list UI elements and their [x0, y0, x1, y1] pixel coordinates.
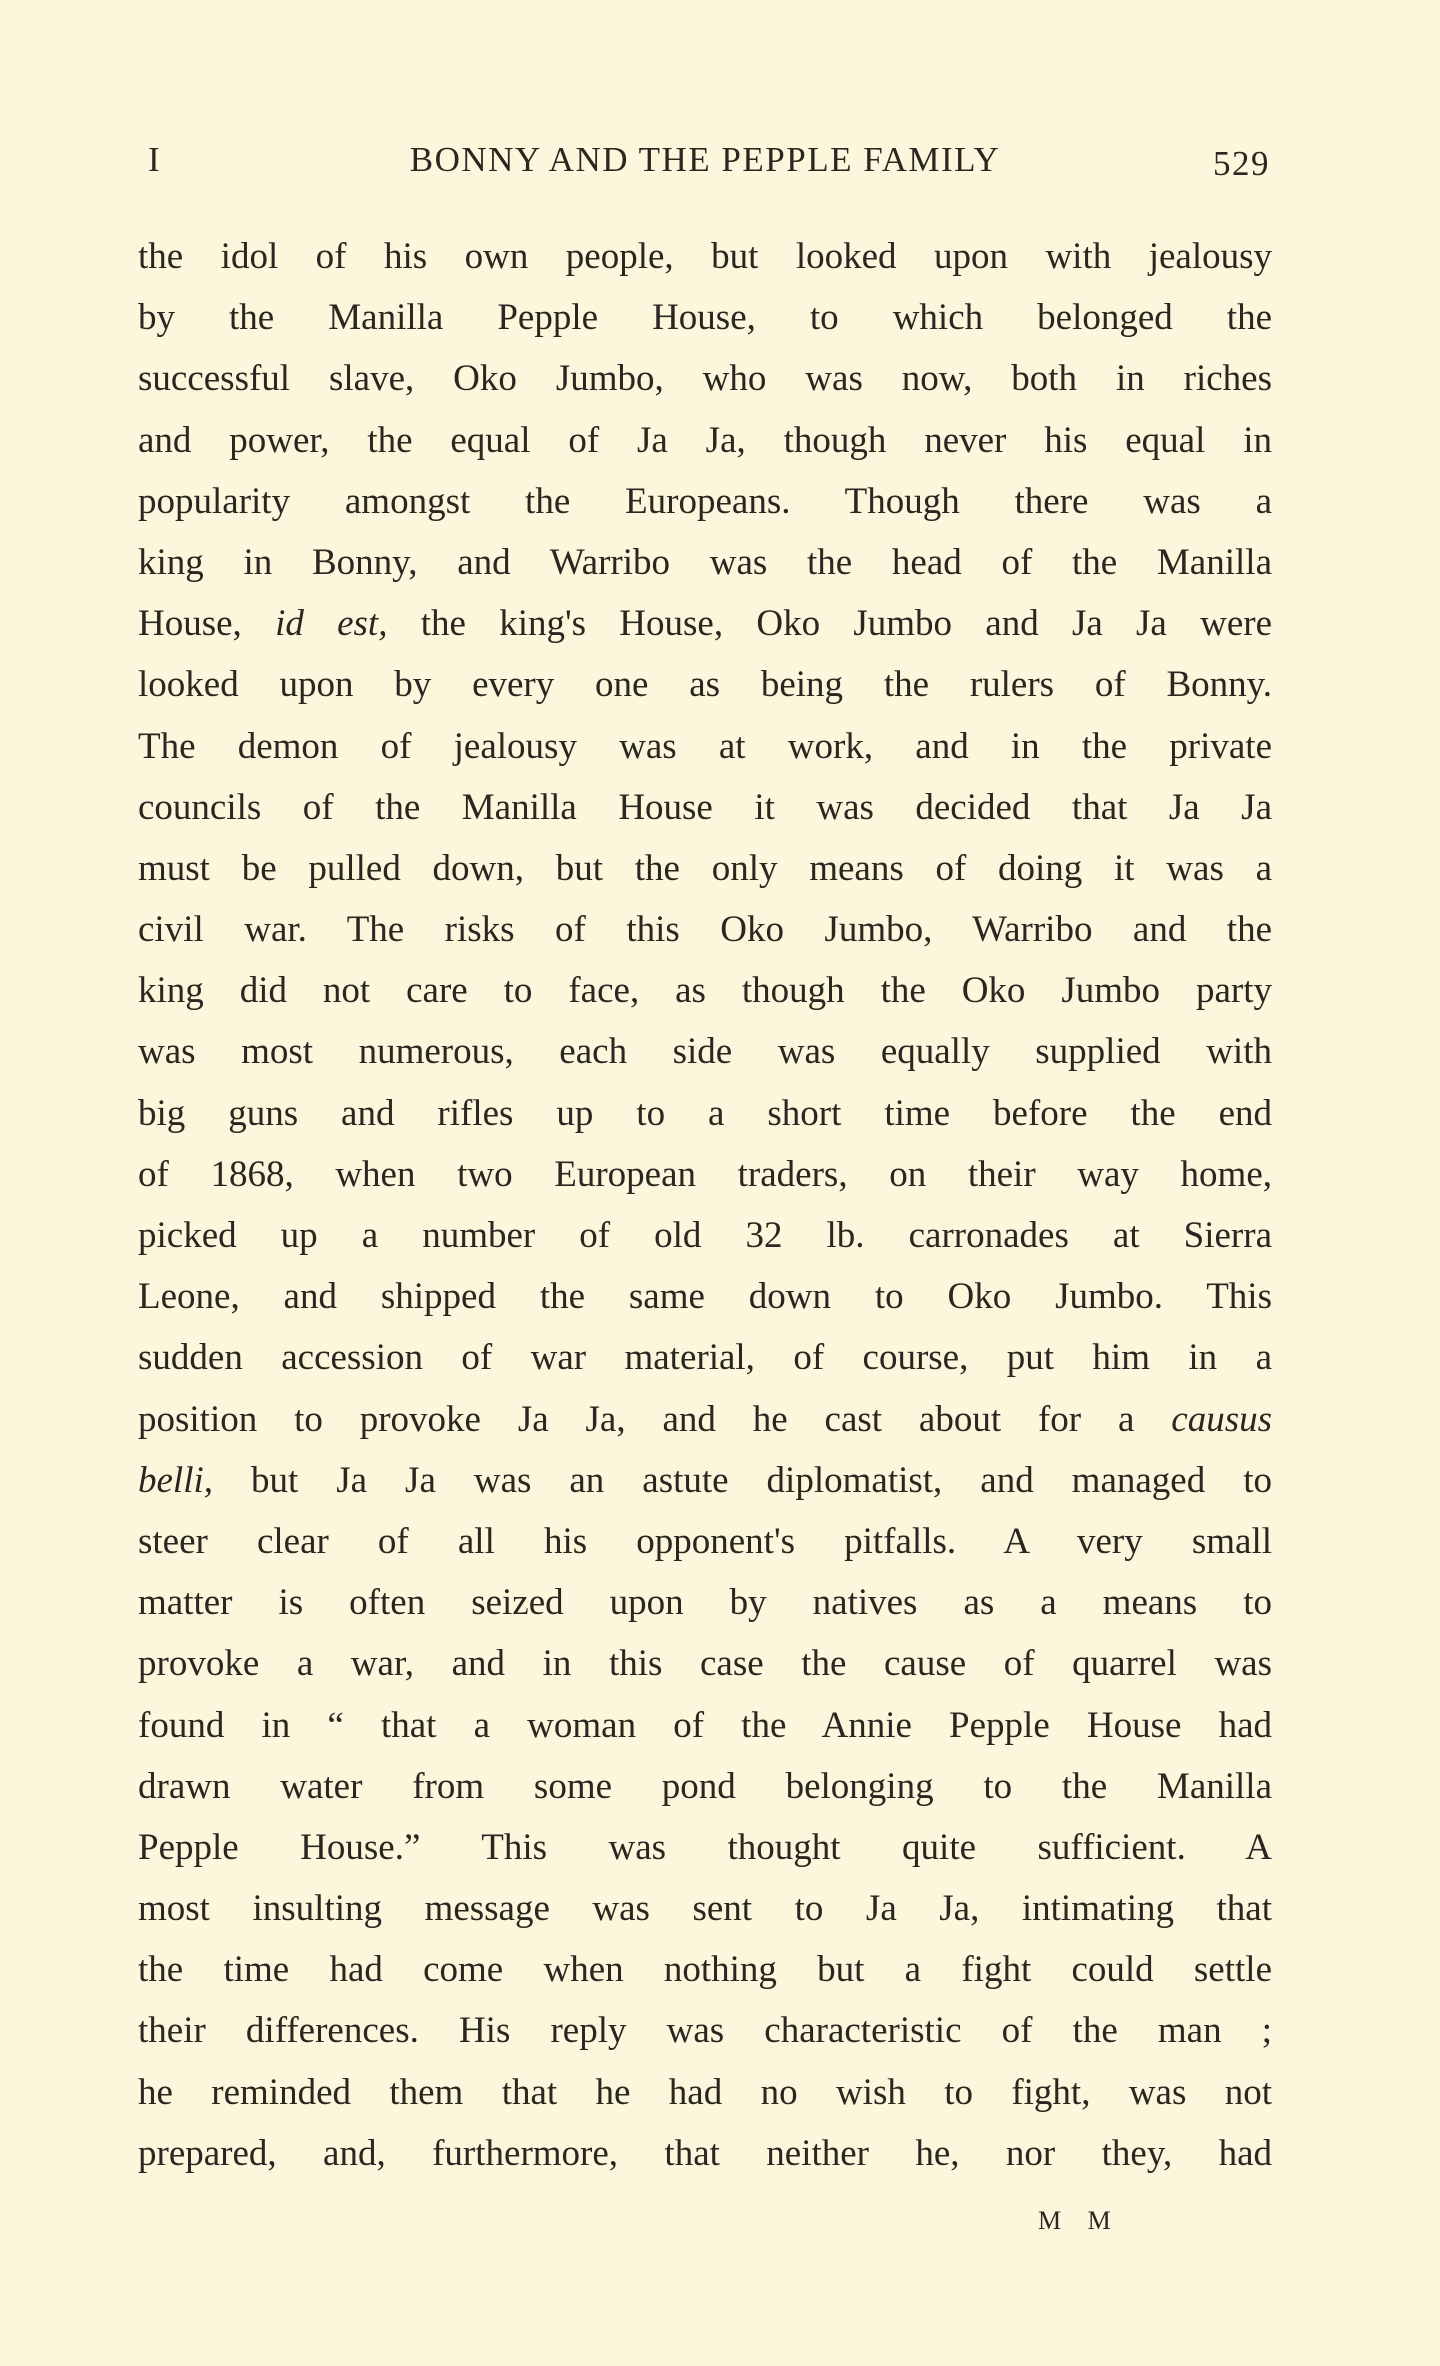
body-text [138, 226, 1272, 2184]
text-line [138, 1450, 1272, 1511]
text-line: must be pulled down, but the only means of doing it was a [138, 847, 1272, 889]
text-line: drawn water from some pond belonging to the Manilla [138, 1765, 1272, 1807]
italic-phrase: id est, [275, 603, 388, 645]
text-line: their differences. His reply was characteristic of the man ; [138, 2010, 1272, 2052]
text-line: of 1868, when two European traders, on their way home, [138, 1153, 1272, 1195]
text-line: The demon of jealousy was at work, and in the private [138, 725, 1272, 767]
text-line: popularity amongst the Europeans. Though there was a [138, 480, 1272, 522]
text-line [138, 1389, 1272, 1450]
text-line: found in “ that a woman of the Annie Pepple House had [138, 1704, 1272, 1746]
page-number: 529 [1213, 144, 1270, 183]
text-line [138, 593, 1272, 654]
text-line: steer clear of all his opponent's pitfalls. A very small [138, 1520, 1272, 1562]
text-segment: House, [138, 603, 276, 645]
text-segment: the king's House, Oko Jumbo and Ja Ja were [387, 603, 1272, 645]
text-line: Leone, and shipped the same down to Oko Jumbo. This [138, 1276, 1272, 1318]
section-number: I [148, 140, 162, 179]
text-line: looked upon by every one as being the rulers of Bonny. [138, 664, 1272, 706]
running-head [140, 140, 1270, 190]
text-line: councils of the Manilla House it was decided that Ja Ja [138, 786, 1272, 828]
text-line: civil war. The risks of this Oko Jumbo, Warribo and the [138, 909, 1272, 951]
italic-phrase: causus [1171, 1398, 1272, 1440]
text-line: and power, the equal of Ja Ja, though never his equal in [138, 419, 1272, 461]
text-segment: but Ja Ja was an astute diplomatist, and managed to [213, 1459, 1272, 1501]
text-line: sudden accession of war material, of course, put him in a [138, 1337, 1272, 1379]
text-line: big guns and rifles up to a short time before the end [138, 1092, 1272, 1134]
text-line: the time had come when nothing but a fight could settle [138, 1949, 1272, 1991]
text-line: provoke a war, and in this case the cause of quarrel was [138, 1643, 1272, 1685]
text-segment: position to provoke Ja Ja, and he cast about for a [138, 1398, 1172, 1440]
text-line: he reminded them that he had no wish to fight, was not [138, 2071, 1272, 2113]
text-line: prepared, and, furthermore, that neither he, nor they, had [138, 2132, 1272, 2174]
text-line: king did not care to face, as though the Oko Jumbo party [138, 970, 1272, 1012]
text-line: picked up a number of old 32 lb. carronades at Sierra [138, 1215, 1272, 1256]
text-line: was most numerous, each side was equally supplied with [138, 1031, 1272, 1073]
signature-mark: M M [1038, 2206, 1121, 2235]
text-line: matter is often seized upon by natives as a means to [138, 1582, 1272, 1624]
text-line: the idol of his own people, but looked upon with jealousy [138, 236, 1272, 277]
text-line: successful slave, Oko Jumbo, who was now, both in riches [138, 358, 1272, 400]
italic-phrase: belli, [138, 1459, 214, 1501]
text-line: king in Bonny, and Warribo was the head of the Manilla [138, 541, 1272, 583]
text-line: most insulting message was sent to Ja Ja, intimating that [138, 1888, 1272, 1930]
text-line: by the Manilla Pepple House, to which belonged the [138, 297, 1272, 339]
text-line: Pepple House.” This was thought quite sufficient. A [138, 1826, 1272, 1868]
running-title: BONNY AND THE PEPPLE FAMILY [409, 140, 1001, 179]
